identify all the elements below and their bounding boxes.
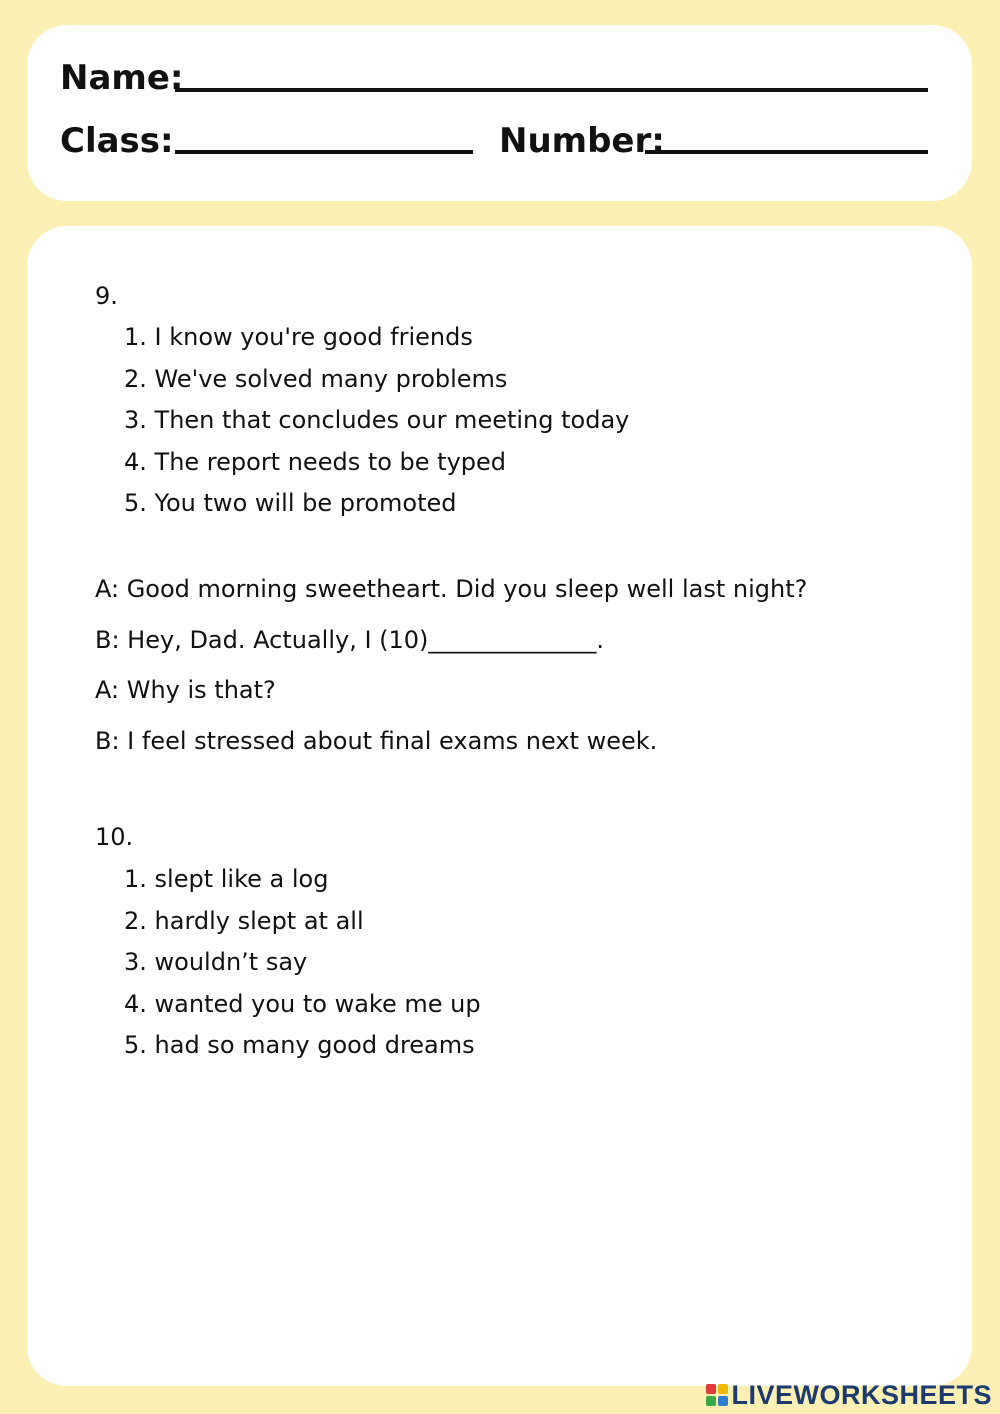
- dialogue-line: A: Good morning sweetheart. Did you sleep well last night?: [95, 575, 808, 603]
- option-item[interactable]: 4. wanted you to wake me up: [124, 989, 481, 1018]
- option-item[interactable]: 4. The report needs to be typed: [124, 447, 507, 476]
- option-item[interactable]: 5. had so many good dreams: [124, 1031, 475, 1060]
- option-item[interactable]: 2. We've solved many problems: [124, 364, 508, 393]
- name-line: [175, 88, 928, 92]
- liveworksheets-brand[interactable]: [706, 1380, 992, 1410]
- question-9-number: 9.: [95, 282, 118, 310]
- option-item[interactable]: 1. I know you're good friends: [124, 323, 473, 351]
- logo-square: [718, 1396, 728, 1406]
- brand-text: LIVEWORKSHEETS: [731, 1380, 992, 1410]
- dialogue-line: B: I feel stressed about final exams next week.: [95, 727, 658, 755]
- option-item[interactable]: 1. slept like a log: [124, 865, 329, 893]
- class-label: Class:: [60, 121, 174, 161]
- number-line: [645, 150, 928, 154]
- dialogue-line: B: Hey, Dad. Actually, I (10)______________.: [95, 626, 605, 654]
- option-item[interactable]: 5. You two will be promoted: [124, 489, 457, 518]
- number-label: Number:: [499, 121, 665, 161]
- option-item[interactable]: 3. wouldn’t say: [124, 948, 308, 977]
- logo-square: [718, 1384, 728, 1394]
- worksheet-content-card: [27, 226, 972, 1386]
- option-item[interactable]: 2. hardly slept at all: [124, 906, 364, 935]
- class-line: [175, 150, 473, 154]
- logo-square: [706, 1384, 716, 1394]
- question-10-options: [124, 864, 481, 1072]
- name-label: Name:: [60, 58, 184, 98]
- question-10-number: 10.: [95, 823, 134, 851]
- question-9-options: [124, 322, 629, 530]
- liveworksheets-logo-icon: [706, 1384, 728, 1406]
- student-info-card: [27, 25, 972, 201]
- logo-square: [706, 1396, 716, 1406]
- option-item[interactable]: 3. Then that concludes our meeting today: [124, 406, 630, 435]
- dialogue-line: A: Why is that?: [95, 676, 276, 704]
